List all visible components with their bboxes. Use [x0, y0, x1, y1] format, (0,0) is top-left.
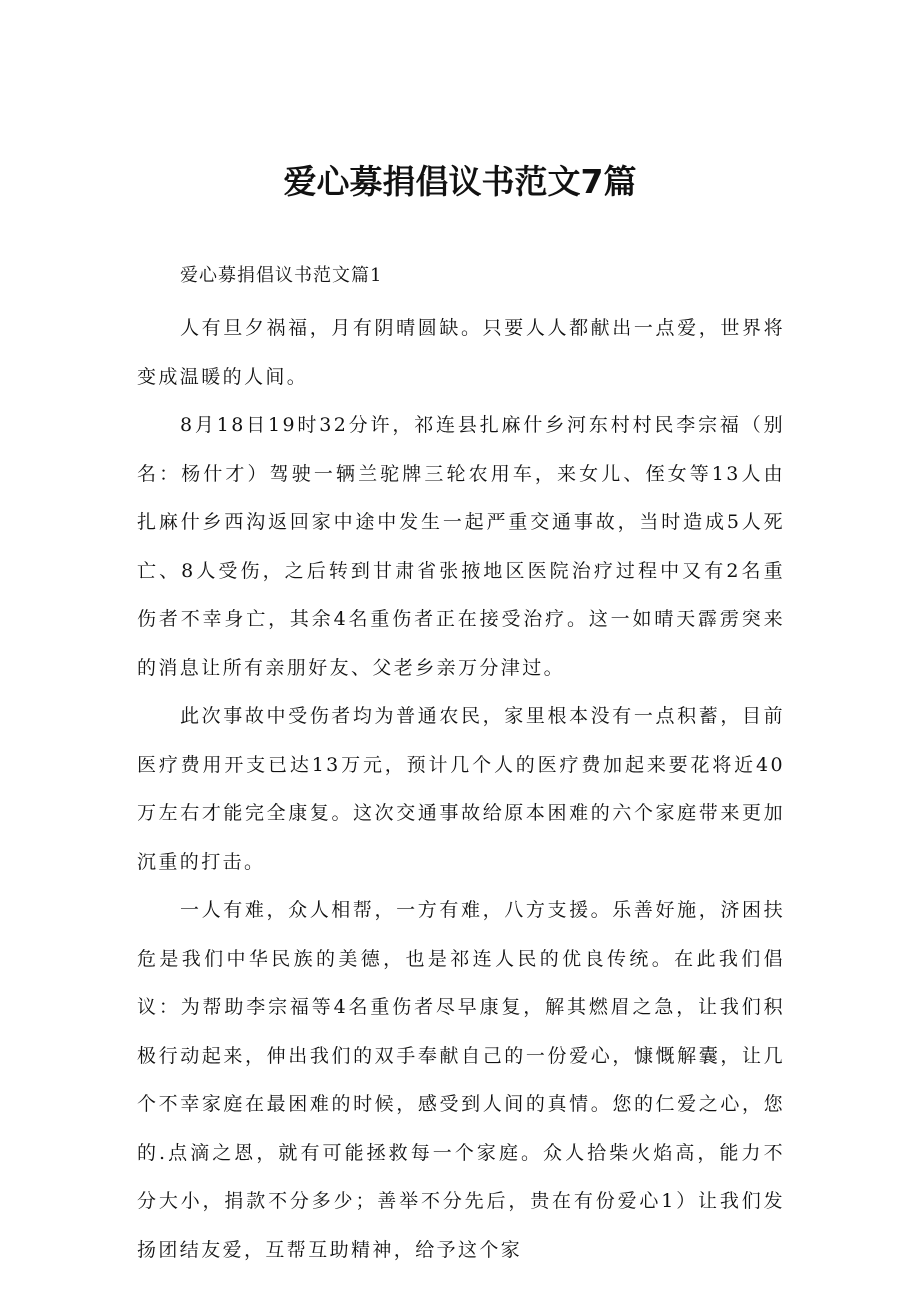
section-heading: 爱心募捐倡议书范文篇1 — [180, 265, 383, 286]
paragraph-2: 8月18日19时32分许，祁连县扎麻什乡河东村村民李宗福（别名：杨什才）驾驶一辆兰驼牌三轮农用车，来女儿、侄女等13人由扎麻什乡西沟返回家中途中发生一起严重交通事故，当时造成5人死亡、8人受伤，之后转到甘肃省张掖地区医院治疗过程中又有2名重伤者不幸身亡，其余4名重伤者正在接受治疗。这一如晴天霹雳突来的消息让所有亲朋好友、父老乡亲万分津过。 — [137, 414, 785, 679]
paragraph-4: 一人有难，众人相帮，一方有难，八方支援。乐善好施，济困扶危是我们中华民族的美德，也是祁连人民的优良传统。在此我们倡议：为帮助李宗福等4名重伤者尽早康复，解其燃眉之急，让我们积极行动起来，伸出我们的双手奉献自己的一份爱心，慷慨解囊，让几个不幸家庭在最困难的时候，感受到人间的真情。您的仁爱之心，您的.点滴之恩，就有可能拯救每一个家庭。众人拾柴火焰高，能力不分大小，捐款不分多少；善举不分先后，贵在有份爱心1）让我们发扬团结友爱，互帮互助精神，给予这个家 — [137, 899, 785, 1261]
document-body — [137, 256, 785, 1274]
document-title: 爱心募捐倡议书范文7篇 — [283, 162, 637, 201]
paragraph-3: 此次事故中受伤者均为普通农民，家里根本没有一点积蓄，目前医疗费用开支已达13万元，预计几个人的医疗费加起来要花将近40万左右才能完全康复。这次交通事故给原本困难的六个家庭带来更加沉重的打击。 — [137, 705, 785, 873]
paragraph-1: 人有旦夕祸福，月有阴晴圆缺。只要人人都献出一点爱，世界将变成温暖的人间。 — [137, 317, 785, 388]
